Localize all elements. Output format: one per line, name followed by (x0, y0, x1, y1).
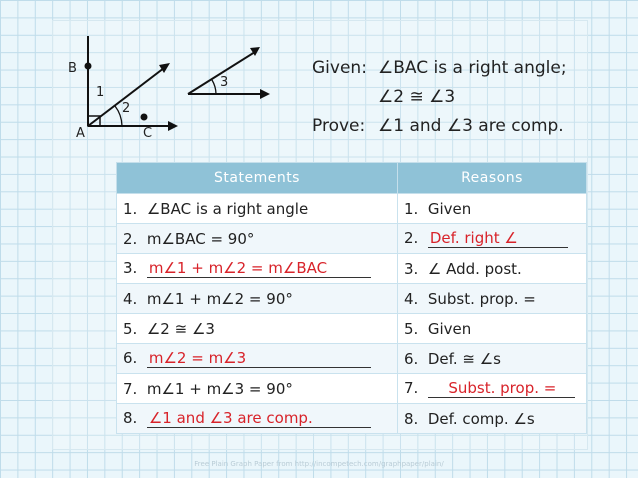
given-prove-block (312, 54, 567, 141)
label-angle-1: 1 (96, 85, 105, 100)
reason-answer-blank: Subst. prop. = (428, 380, 575, 398)
reason-text: Def. ≅ ∠s (427, 349, 501, 368)
angle-two-arc (115, 106, 122, 126)
statement-cell: 5. ∠2 ≅ ∠3 (117, 314, 398, 344)
reason-cell: 8. Def. comp. ∠s (398, 404, 587, 434)
arrowhead-right2-icon (260, 89, 270, 99)
statement-cell: 6. m∠2 = m∠3 (117, 344, 398, 374)
statement-text: m∠1 + m∠2 = 90° (146, 289, 293, 308)
statement-cell: 4. m∠1 + m∠2 = 90° (117, 284, 398, 314)
proof-table (116, 162, 587, 434)
statement-text: ∠BAC is a right angle (146, 199, 309, 218)
table-row (117, 254, 587, 284)
reason-answer-blank: Def. right ∠ (428, 230, 568, 248)
label-angle-3: 3 (220, 75, 229, 90)
header-statements: Statements (117, 163, 398, 194)
reason-text: ∠ Add. post. (427, 259, 522, 278)
statement-cell: 8. ∠1 and ∠3 are comp. (117, 404, 398, 434)
table-row (117, 374, 587, 404)
angle-diagram (60, 36, 300, 146)
statement-text: ∠2 ≅ ∠3 (146, 319, 215, 338)
reason-cell: 1. Given (398, 194, 587, 224)
angle-figure (60, 36, 300, 146)
statement-answer-blank: m∠1 + m∠2 = m∠BAC (147, 260, 371, 278)
reason-cell: 2. Def. right ∠ (398, 224, 587, 254)
table-row (117, 284, 587, 314)
table-row (117, 224, 587, 254)
reason-cell: 4. Subst. prop. = (398, 284, 587, 314)
statement-cell: 3. m∠1 + m∠2 = m∠BAC (117, 254, 398, 284)
reason-text: Def. comp. ∠s (427, 409, 535, 428)
statement-answer-blank: m∠2 = m∠3 (147, 350, 371, 368)
given-line-2: ∠2 ≅ ∠3 (378, 87, 456, 107)
prove-text: ∠1 and ∠3 are comp. (378, 116, 564, 136)
footer-credit: Free Plain Graph Paper from http://incompetech.com/graphpaper/plain/ (194, 460, 444, 468)
given-row-2 (312, 83, 567, 112)
prove-row (312, 112, 567, 141)
reason-text: Given (427, 199, 472, 218)
table-row (117, 314, 587, 344)
label-a: A (76, 126, 85, 141)
table-row (117, 194, 587, 224)
prove-label: Prove: (312, 116, 366, 136)
table-header-row (117, 163, 587, 194)
table-row (117, 404, 587, 434)
statement-text: m∠1 + m∠3 = 90° (146, 379, 293, 398)
header-reasons: Reasons (398, 163, 587, 194)
label-b: B (68, 61, 77, 76)
arrowhead-right-icon (168, 121, 178, 131)
statement-cell: 2. m∠BAC = 90° (117, 224, 398, 254)
point-c-marker (141, 114, 148, 121)
given-row (312, 54, 567, 83)
reason-cell: 3. ∠ Add. post. (398, 254, 587, 284)
statement-text: m∠BAC = 90° (146, 229, 255, 248)
statement-cell: 7. m∠1 + m∠3 = 90° (117, 374, 398, 404)
statement-cell: 1. ∠BAC is a right angle (117, 194, 398, 224)
table-row (117, 344, 587, 374)
reason-text: Given (427, 319, 472, 338)
reason-text: Subst. prop. = (427, 289, 536, 308)
statement-answer-blank: ∠1 and ∠3 are comp. (147, 410, 371, 428)
reason-cell: 6. Def. ≅ ∠s (398, 344, 587, 374)
reason-cell: 5. Given (398, 314, 587, 344)
given-line-1: ∠BAC is a right angle; (378, 58, 567, 78)
label-c: C (143, 126, 153, 141)
given-label: Given: (312, 58, 367, 78)
angle-three-arc (212, 80, 216, 94)
point-b (85, 63, 92, 70)
label-angle-2: 2 (122, 101, 131, 116)
reason-cell: 7. Subst. prop. = (398, 374, 587, 404)
